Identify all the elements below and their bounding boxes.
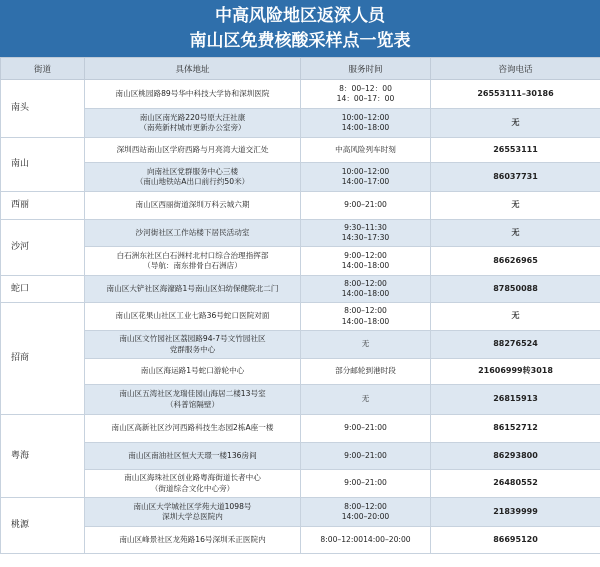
service-time-cell-line: 8：00–12：00: [339, 83, 392, 93]
address-cell: [85, 138, 301, 163]
service-time-cell: [301, 415, 431, 443]
address-cell: [85, 470, 301, 498]
address-cell: [85, 163, 301, 192]
table-row: [1, 415, 600, 443]
service-time-cell-line: 14:00–17:00: [341, 177, 390, 186]
address-cell-line: （南山地铁站A出口前行约50米）: [135, 177, 250, 186]
service-time-cell-line: 8:00–12:00: [344, 501, 387, 511]
address-cell-line: 深圳大学总医院内: [162, 512, 223, 521]
phone-cell: 86152712: [431, 415, 600, 443]
table-row: [1, 303, 600, 331]
service-time-cell-line: 8:00–12:00: [344, 306, 387, 315]
service-time-cell-line: 部分邮轮到港时段: [335, 366, 396, 376]
table-row: [1, 247, 600, 276]
service-time-cell-line: 9:00–12:00: [344, 250, 387, 260]
table-row: [1, 220, 600, 247]
service-time-cell-line: 14:30–17:30: [341, 233, 390, 242]
address-cell-line: 南山区文竹园社区荔园路94-7号文竹园社区: [119, 334, 266, 343]
service-time-cell: [301, 109, 431, 138]
phone-cell: 无: [431, 220, 600, 247]
table-row: [1, 138, 600, 163]
service-time-cell: [301, 163, 431, 192]
address-cell: [85, 498, 301, 527]
address-cell-line: 南山区花果山社区工业七路36号蛇口医院对面: [115, 311, 270, 321]
service-time-cell: [301, 331, 431, 359]
address-cell-line: 南山区海珠社区创业路粤海街道长者中心: [124, 473, 261, 482]
district-cell: 招商: [1, 303, 85, 415]
table-row: [1, 331, 600, 359]
address-cell-line: （科普馆隔壁）: [165, 399, 220, 409]
district-cell: 南头: [1, 80, 85, 138]
table-row: [1, 498, 600, 527]
phone-cell: 无: [431, 192, 600, 220]
district-cell: 沙河: [1, 220, 85, 276]
address-cell: [85, 80, 301, 109]
service-time-cell-line: 14：00–17：00: [336, 94, 395, 103]
district-cell: 桃源: [1, 498, 85, 554]
address-cell-line: （导航：南东排骨白石洲店）: [143, 261, 242, 270]
service-time-cell-line: 10:00–12:00: [341, 166, 390, 176]
address-cell: [85, 109, 301, 138]
service-time-cell: [301, 276, 431, 303]
phone-cell: 21606999转3018: [431, 359, 600, 385]
header-district: 街道: [1, 58, 85, 80]
phone-cell: 无: [431, 303, 600, 331]
table-row: [1, 276, 600, 303]
service-time-cell-line: 8:00–12:0014:00–20:00: [320, 534, 411, 544]
address-cell-line: 南山区峰景社区龙苑路16号深圳禾正医院内: [119, 534, 266, 544]
service-time-cell: [301, 220, 431, 247]
phone-cell: 86695120: [431, 527, 600, 554]
table-row: [1, 527, 600, 554]
address-cell: [85, 415, 301, 443]
service-time-cell: [301, 247, 431, 276]
service-time-cell: [301, 527, 431, 554]
table-row: [1, 359, 600, 385]
service-time-cell: [301, 80, 431, 109]
address-cell-line: 南山区大铲社区海濠路1号南山区妇幼保健院北二门: [106, 283, 279, 293]
phone-cell: 86293800: [431, 443, 600, 470]
service-time-cell-line: 14:00–18:00: [341, 123, 390, 132]
address-cell-line: 深圳西站南山区学府西路与月亮湾大道交汇处: [116, 144, 269, 154]
table-row: [1, 192, 600, 220]
address-cell: [85, 276, 301, 303]
district-cell: 蛇口: [1, 276, 85, 303]
service-time-cell-line: 14:00–18:00: [341, 316, 390, 326]
service-time-cell-line: 9:30–11:30: [344, 222, 387, 232]
phone-cell: 26480552: [431, 470, 600, 498]
sampling-sites-table: [0, 57, 600, 554]
address-cell-line: 南山区高新社区沙河西路科技生态园2栋A座一楼: [111, 423, 274, 433]
address-cell: [85, 385, 301, 415]
table-header-row: [1, 58, 600, 80]
service-time-cell-line: 9:00–21:00: [344, 450, 387, 460]
table-row: [1, 385, 600, 415]
service-time-cell: [301, 138, 431, 163]
header-time: 服务时间: [301, 58, 431, 80]
page-title-banner: [0, 0, 600, 57]
address-cell: [85, 527, 301, 554]
table-row: [1, 163, 600, 192]
phone-cell: 86626965: [431, 247, 600, 276]
phone-cell: 26815913: [431, 385, 600, 415]
address-cell-line: 白石洲东社区白石洲村北村口综合治理指挥部: [116, 250, 269, 260]
service-time-cell-line: 无: [361, 394, 370, 404]
header-phone: 咨询电话: [431, 58, 600, 80]
service-time-cell: [301, 470, 431, 498]
table-row: [1, 109, 600, 138]
address-cell: [85, 192, 301, 220]
service-time-cell: [301, 385, 431, 415]
title-line-1: 中高风险地区返深人员: [215, 6, 385, 26]
address-cell-line: 南山区海运路1号蛇口游轮中心: [140, 366, 245, 376]
address-cell-line: 向南社区党群服务中心三楼: [146, 166, 239, 176]
table-row: [1, 80, 600, 109]
service-time-cell: [301, 359, 431, 385]
address-cell-line: 南山区西丽街道深圳万科云城六期: [135, 200, 250, 210]
service-time-cell: [301, 498, 431, 527]
table-row: [1, 470, 600, 498]
phone-cell: 87850088: [431, 276, 600, 303]
address-cell-line: 党群服务中心: [169, 344, 216, 354]
address-cell-line: 南山区大学城社区学苑大道1098号: [133, 501, 252, 511]
district-cell: 南山: [1, 138, 85, 192]
service-time-cell-line: 14:00–20:00: [341, 512, 390, 521]
address-cell-line: 沙河街社区工作站楼下居民活动室: [135, 227, 250, 237]
title-line-2: 南山区免费核酸采样点一览表: [189, 31, 411, 51]
service-time-cell-line: 中高风险列车时刻: [335, 144, 396, 154]
service-time-cell-line: 14:00–18:00: [341, 261, 390, 270]
address-cell-line: 南山区五湾社区龙瑞佳园山海居二楼13号室: [119, 389, 266, 398]
district-cell: 西丽: [1, 192, 85, 220]
address-cell: [85, 303, 301, 331]
service-time-cell-line: 10:00–12:00: [341, 112, 390, 122]
address-cell: [85, 359, 301, 385]
phone-cell: 21839999: [431, 498, 600, 527]
service-time-cell-line: 9:00–21:00: [344, 200, 387, 210]
service-time-cell: [301, 303, 431, 331]
phone-cell: 88276524: [431, 331, 600, 359]
table-body: [1, 80, 600, 554]
address-cell-line: 南山区南光路220号原大汪社康: [139, 112, 246, 122]
address-cell: [85, 443, 301, 470]
table-row: [1, 443, 600, 470]
service-time-cell-line: 9:00–21:00: [344, 423, 387, 433]
phone-cell: 无: [431, 109, 600, 138]
header-address: 具体地址: [85, 58, 301, 80]
address-cell-line: 南山区桃园路89号华中科技大学协和深圳医院: [115, 88, 270, 98]
address-cell: [85, 331, 301, 359]
service-time-cell-line: 14:00–18:00: [341, 289, 390, 298]
address-cell: [85, 247, 301, 276]
address-cell-line: （南苑新村城市更新办公室旁）: [139, 123, 246, 132]
phone-cell: 26553111: [431, 138, 600, 163]
service-time-cell: [301, 192, 431, 220]
district-cell: 粤海: [1, 415, 85, 498]
phone-cell: 86037731: [431, 163, 600, 192]
service-time-cell-line: 8:00–12:00: [344, 278, 387, 288]
phone-cell: 26553111–30186: [431, 80, 600, 109]
address-cell: [85, 220, 301, 247]
address-cell-line: （街道综合文化中心旁）: [150, 483, 235, 493]
service-time-cell-line: 9:00–21:00: [344, 478, 387, 488]
address-cell-line: 南山区南油社区恒大天璟一楼136房间: [128, 450, 257, 460]
service-time-cell: [301, 443, 431, 470]
service-time-cell-line: 无: [361, 339, 370, 349]
